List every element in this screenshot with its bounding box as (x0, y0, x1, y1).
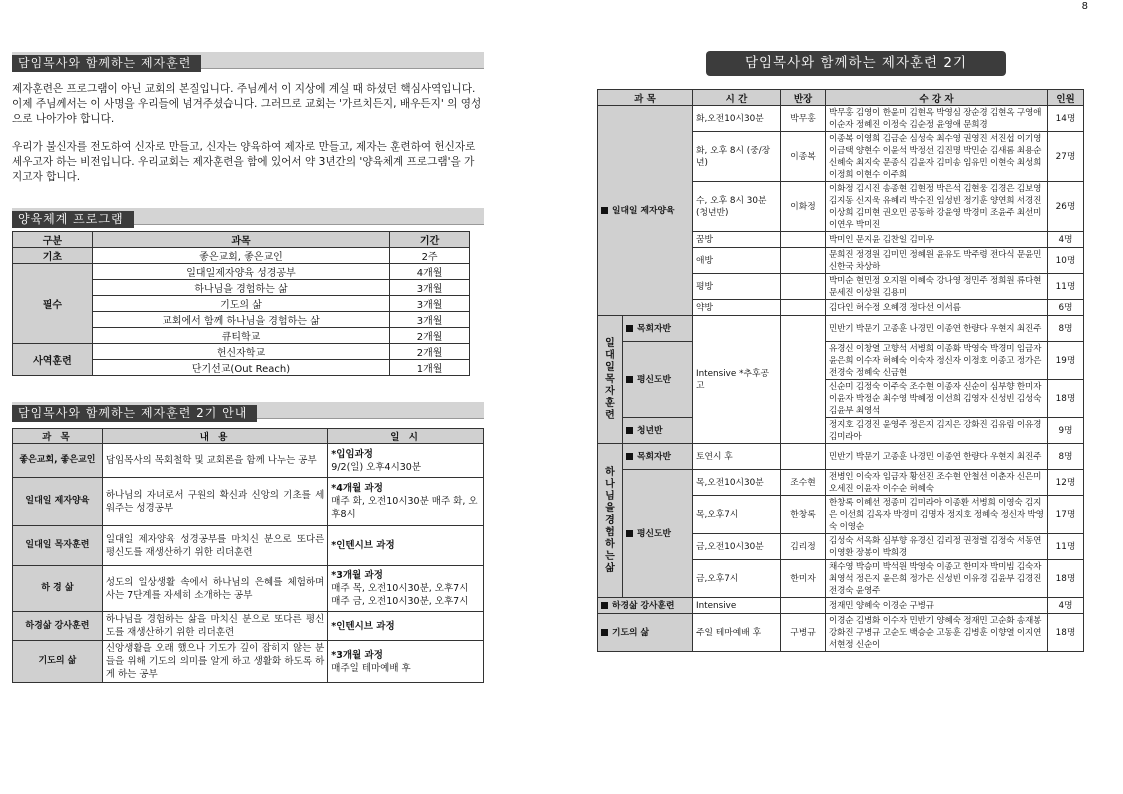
table-row (13, 248, 470, 264)
guide-subject: 하 경 삶 (13, 566, 103, 612)
square-bullet-icon (601, 207, 608, 214)
course-members: 김성숙 서옥화 심부향 유경신 김리정 권정렬 김정숙 서동연 이영환 장봉이 박희경 (826, 534, 1048, 560)
course-members: 김다인 허수정 오혜경 정다선 이서름 (826, 300, 1048, 316)
course-time: 화,오전10시30분 (693, 106, 781, 132)
course-time: 화, 오후 8시 (중/장년) (693, 132, 781, 182)
course-count: 18명 (1048, 614, 1084, 652)
course-members: 이경순 김병화 이수자 민반기 양혜숙 정재민 고순화 송재봉 강화진 구병규 고순도 백승순 고동훈 김병훈 이향열 이지연 서현정 신순이 (826, 614, 1048, 652)
course-members: 문희진 정경원 김미민 정혜원 윤유도 박주령 전다식 문윤민 신한국 차상하 (826, 248, 1048, 274)
course-header-count: 인원 (1048, 90, 1084, 106)
program-subject: 큐티학교 (92, 328, 389, 344)
course-time: 약방 (693, 300, 781, 316)
course-time: 애방 (693, 248, 781, 274)
course-count: 4명 (1048, 232, 1084, 248)
square-bullet-icon (626, 530, 633, 537)
course-header-row (598, 90, 1084, 106)
table-row (598, 614, 1084, 652)
course-leader: 김리정 (781, 534, 826, 560)
course-count: 4명 (1048, 598, 1084, 614)
program-period: 3개월 (390, 280, 470, 296)
section-title-guide: 담임목사와 함께하는 제자훈련 2기 안내 (12, 402, 484, 419)
course-members: 박미인 문지윤 김찬일 김미우 (826, 232, 1048, 248)
table-row (598, 106, 1084, 132)
table-row (598, 444, 1084, 470)
table-row (13, 526, 484, 566)
course-leader (781, 274, 826, 300)
course-members: 유경신 이창열 고향석 서병희 이종화 박영숙 박경미 임금자 윤은희 이수자 허혜숙 이숙자 정신자 이정호 이종고 정가은 전경숙 정혜숙 신금현 (826, 342, 1048, 380)
group-label-one-on-one: 일대일 제자양육 (598, 106, 693, 316)
program-subject: 일대일제자양육 성경공부 (92, 264, 389, 280)
course-count: 8명 (1048, 316, 1084, 342)
course-leader: 이종복 (781, 132, 826, 182)
section-title-program: 양육체계 프로그램 (12, 208, 484, 225)
course-members: 신순미 김정숙 이주숙 조수현 이종자 신순이 심부향 한미자 이윤자 박정순 최수영 박혜정 이선희 김영자 신성빈 김성숙 김윤부 최영석 (826, 380, 1048, 418)
course-count: 27명 (1048, 132, 1084, 182)
course-time: 토연시 후 (693, 444, 781, 470)
guide-subject: 좋은교회, 좋은교인 (13, 444, 103, 478)
program-period: 2주 (390, 248, 470, 264)
course-count: 19명 (1048, 342, 1084, 380)
course-members: 정재민 양혜숙 이경순 구병규 (826, 598, 1048, 614)
course-count: 8명 (1048, 444, 1084, 470)
subgroup-label: 평신도반 (623, 342, 693, 418)
subgroup-label: 목회자반 (623, 316, 693, 342)
course-header-time: 시 간 (693, 90, 781, 106)
course-header-members: 수 강 자 (826, 90, 1048, 106)
course-leader: 박무홍 (781, 106, 826, 132)
course-count: 6명 (1048, 300, 1084, 316)
course-leader: 조수현 (781, 470, 826, 496)
program-period: 1개월 (390, 360, 470, 376)
subgroup-label: 평신도반 (623, 470, 693, 598)
program-subject: 헌신자학교 (92, 344, 389, 360)
table-row (598, 598, 1084, 614)
course-time: 금,오전10시30분 (693, 534, 781, 560)
course-time: 수, 오후 8시 30분 (청년반) (693, 182, 781, 232)
course-members: 민반기 박문기 고종훈 나경민 이종연 한량다 우현지 최진주 (826, 444, 1048, 470)
intro-paragraph-1: 제자훈련은 프로그램이 아닌 교회의 본질입니다. 주님께서 이 지상에 계실 때 하셨던 핵심사역입니다. 이제 주님께서는 이 사명을 우리들에 넘겨주셨습니다. 그러므로 교회는 '가르치든지, 배우든지' 의 영성으로 나아가야 합니다. (12, 83, 482, 125)
guide-schedule: *3개월 과정 매주 목, 오전10시30분, 오후7시 매주 금, 오전10시30분, 오후7시 (328, 566, 484, 612)
right-page-title: 담임목사와 함께하는 제자훈련 2기 (706, 51, 1006, 76)
program-header-period: 기간 (390, 232, 470, 248)
program-period: 3개월 (390, 312, 470, 328)
subgroup-label: 청년반 (623, 418, 693, 444)
group-label-mentor-training: 일 대 일 목 자 훈 련 (598, 316, 623, 444)
table-row (598, 470, 1084, 496)
course-leader (781, 598, 826, 614)
course-time: 평방 (693, 274, 781, 300)
course-members: 정지호 김경진 윤영주 정은지 김지은 강화진 김유림 이유경 김미라아 (826, 418, 1048, 444)
course-members: 박미순 현민정 오지원 이혜숙 강나영 정민주 정희원 류다현 문세진 이상원 김용미 (826, 274, 1048, 300)
course-count: 9명 (1048, 418, 1084, 444)
intro-paragraph-2: 우리가 불신자를 전도하여 신자로 만들고, 신자는 양육하여 제자로 만들고, 제자는 훈련하여 헌신자로 세우고자 하는 비전입니다. 우리교회는 제자훈련을 함에 있어서 약 3년간의 '양육체계 프로그램'을 가지고자 합니다. (12, 141, 476, 183)
course-header-subject: 과 목 (598, 90, 693, 106)
guide-subject: 기도의 삶 (13, 641, 103, 683)
table-row (598, 316, 1084, 342)
course-count: 11명 (1048, 534, 1084, 560)
course-time: 꿈방 (693, 232, 781, 248)
program-category: 기초 (13, 248, 93, 264)
course-members: 전병인 이숙자 임금자 황선진 조수현 안철선 이춘자 신은미 오세진 이윤자 이수순 허혜숙 (826, 470, 1048, 496)
course-count: 10명 (1048, 248, 1084, 274)
course-count: 12명 (1048, 470, 1084, 496)
table-row (13, 566, 484, 612)
group-label-experiencing-god: 하 나 님 을 경 험 하 는 삶 (598, 444, 623, 598)
course-members: 박무홍 김영이 한윤미 김현옥 박영심 장순경 김현옥 구영애 이순자 정혜진 이정숙 김순정 윤영애 문희경 (826, 106, 1048, 132)
program-category: 사역훈련 (13, 344, 93, 376)
guide-subject: 일대일 제자양육 (13, 478, 103, 526)
course-time: Intensive *추후공고 (693, 316, 781, 444)
guide-content: 성도의 일상생활 속에서 하나님의 은혜를 체험하며 사는 7단계를 자세히 소개하는 공부 (102, 566, 327, 612)
course-time: 금,오후7시 (693, 560, 781, 598)
course-leader: 한미자 (781, 560, 826, 598)
table-row (13, 612, 484, 641)
guide-schedule: *3개월 과정 매주일 테마예배 후 (328, 641, 484, 683)
section-title-discipleship: 담임목사와 함께하는 제자훈련 (12, 52, 484, 69)
square-bullet-icon (601, 629, 608, 636)
program-subject: 하나님을 경험하는 삶 (92, 280, 389, 296)
group-label-prayer-life: 기도의 삶 (598, 614, 693, 652)
guide-subject: 하경삶 강사훈련 (13, 612, 103, 641)
course-count: 18명 (1048, 380, 1084, 418)
course-count: 17명 (1048, 496, 1084, 534)
guide-schedule: *인텐시브 과정 (328, 526, 484, 566)
guide-subject: 일대일 목자훈련 (13, 526, 103, 566)
square-bullet-icon (626, 427, 633, 434)
square-bullet-icon (601, 602, 608, 609)
guide-header-schedule: 일 시 (328, 429, 484, 444)
table-row (13, 641, 484, 683)
course-time: 주일 테마예배 후 (693, 614, 781, 652)
guide-schedule: *인텐시브 과정 (328, 612, 484, 641)
guide-header-row (13, 429, 484, 444)
guide-content: 담임목사의 목회철학 및 교회론을 함께 나누는 공부 (102, 444, 327, 478)
course-leader: 한창록 (781, 496, 826, 534)
program-period: 2개월 (390, 328, 470, 344)
program-header-row (13, 232, 470, 248)
course-count: 14명 (1048, 106, 1084, 132)
square-bullet-icon (626, 325, 633, 332)
course-members: 민반기 박문기 고종훈 나경민 이종연 한량다 우현지 최진주 (826, 316, 1048, 342)
course-members: 한창록 이혜선 정종미 김미라아 이종환 서병희 이영숙 김지은 이선희 김옥자 박경미 김명자 정지호 정혜숙 정신자 박영숙 이영순 (826, 496, 1048, 534)
course-members: 채수영 박승미 박석원 박영숙 이종고 한미자 박미빔 김숙자 최영석 정은지 윤은희 정가은 신성빈 이유경 김윤부 김경진 전경숙 윤영주 (826, 560, 1048, 598)
guide-header-content: 내 용 (102, 429, 327, 444)
program-header-category: 구분 (13, 232, 93, 248)
table-row (13, 344, 470, 360)
guide-header-subject: 과 목 (13, 429, 103, 444)
table-row (598, 342, 1084, 380)
program-period: 3개월 (390, 296, 470, 312)
guide-content: 하나님의 자녀로서 구원의 확신과 신앙의 기초를 세워주는 성경공부 (102, 478, 327, 526)
course-count: 11명 (1048, 274, 1084, 300)
program-subject: 단기선교(Out Reach) (92, 360, 389, 376)
subgroup-label: 목회자반 (623, 444, 693, 470)
square-bullet-icon (626, 453, 633, 460)
course-members: 이종복 이영희 김금순 심성숙 최수영 권영진 서진섭 이기영 이금택 양현수 이윤석 박정선 김진명 박민순 김새롬 최용순 신혜숙 최지숙 문종식 김윤자 김미송 임유민 이현숙 최성희 이정희 이현수 이주희 (826, 132, 1048, 182)
guide-schedule: *4개월 과정 매주 화, 오전10시30분 매주 화, 오후8시 (328, 478, 484, 526)
course-leader (781, 316, 826, 444)
course-members: 이화정 김시진 송종현 김현정 박은석 김현웅 김경은 김보영 김지동 신지욱 유혜리 박수진 임성빈 정기훈 양연희 서경진 이상희 김미현 권오민 공동하 강윤영 박경미 조윤주 최선미 이연우 박미진 (826, 182, 1048, 232)
square-bullet-icon (626, 376, 633, 383)
table-row (13, 264, 470, 280)
program-period: 2개월 (390, 344, 470, 360)
course-time: Intensive (693, 598, 781, 614)
guide-content: 일대일 제자양육 성경공부를 마치신 분으로 또다른 평신도를 재생산하기 위한 리더훈련 (102, 526, 327, 566)
page-number: 8 (1081, 1, 1088, 12)
guide-schedule: *입임과정 9/2(일) 오후4시30분 (328, 444, 484, 478)
course-leader (781, 300, 826, 316)
course-leader (781, 248, 826, 274)
course-time: 목,오전10시30분 (693, 470, 781, 496)
guide-content: 하나님을 경험하는 삶을 마치신 분으로 또다른 평신도를 재생산하기 위한 리더훈련 (102, 612, 327, 641)
program-header-subject: 과목 (92, 232, 389, 248)
course-count: 26명 (1048, 182, 1084, 232)
course-leader: 이화정 (781, 182, 826, 232)
program-subject: 교회에서 함께 하나님을 경험하는 삶 (92, 312, 389, 328)
course-leader (781, 444, 826, 470)
program-table (12, 231, 470, 376)
table-row (13, 444, 484, 478)
course-leader: 구병규 (781, 614, 826, 652)
group-label-lecturer-training: 하경삶 강사훈련 (598, 598, 693, 614)
guide-content: 신앙생활을 오래 했으나 기도가 깊이 잡히지 않는 분들을 위해 기도의 의미를 알게 하고 생활화 하도록 하게 하는 공부 (102, 641, 327, 683)
course-leader (781, 232, 826, 248)
program-period: 4개월 (390, 264, 470, 280)
course-header-leader: 반장 (781, 90, 826, 106)
program-category: 필수 (13, 264, 93, 344)
table-row (13, 478, 484, 526)
table-row (598, 418, 1084, 444)
program-subject: 좋은교회, 좋은교인 (92, 248, 389, 264)
program-subject: 기도의 삶 (92, 296, 389, 312)
guide-table (12, 428, 484, 683)
course-table (597, 89, 1084, 652)
course-count: 18명 (1048, 560, 1084, 598)
course-time: 목,오후7시 (693, 496, 781, 534)
